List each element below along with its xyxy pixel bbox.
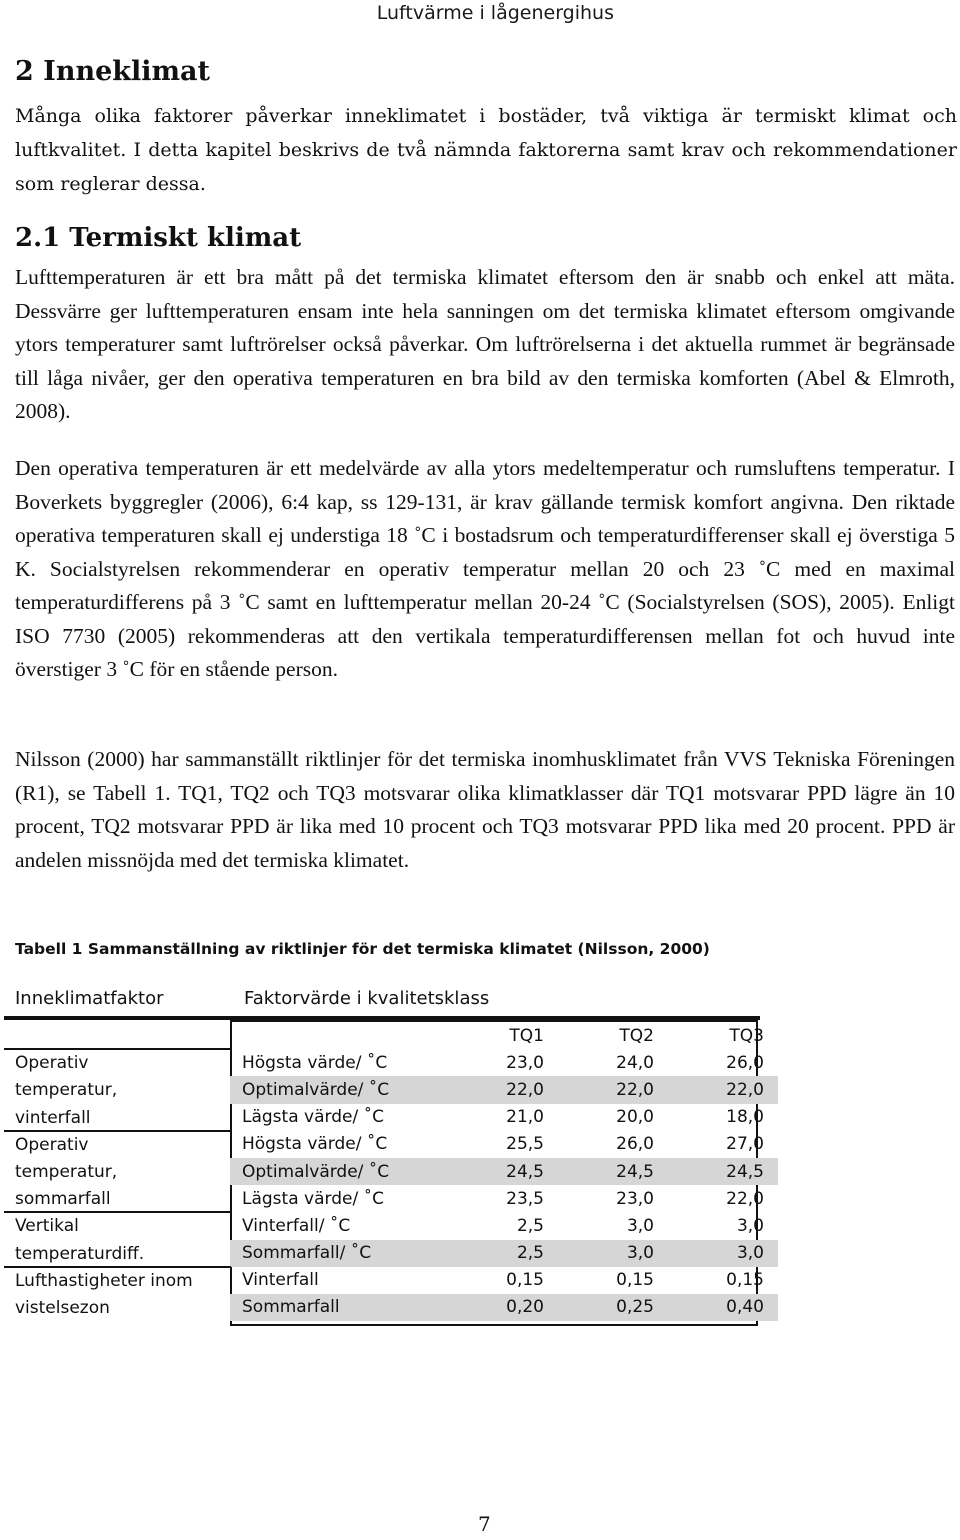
column-header-value: Faktorvärde i kvalitetsklass: [244, 988, 490, 1009]
group-divider: [4, 1211, 231, 1213]
tq1-value: 23,5: [506, 1188, 544, 1209]
tq2-value: 3,0: [626, 1215, 654, 1236]
tq2-value: 3,0: [548, 1240, 658, 1267]
table-row: [230, 1104, 778, 1131]
row-label: Optimalvärde/ ˚C: [230, 1076, 438, 1103]
tq3-value: 22,0: [726, 1188, 764, 1209]
class-header: TQ3: [729, 1025, 764, 1046]
row-label: Högsta värde/ ˚C: [242, 1134, 388, 1155]
paragraph: Lufttemperaturen är ett bra mått på det termiska klimatet eftersom den är snabb och enkel att mäta. Dessvärre ger lufttemperaturen ensam inte hela sanningen om det termiska klimatet eftersom omgivande ytors temperaturer samt luftrörelser också påverkar. Om luftrörelserna i det aktuella rummet är begränsade till låga nivåer, ger den operativa temperaturen en bra bild av den termiska komforten (Abel & Elmroth, 2008).: [15, 265, 955, 423]
tq1-value: 22,0: [438, 1076, 548, 1103]
tq1-value: 25,5: [506, 1134, 544, 1155]
page-number: 7: [478, 1512, 491, 1536]
row-label: Lägsta värde/ ˚C: [242, 1188, 384, 1209]
row-label: Vinterfall/ ˚C: [242, 1215, 351, 1236]
tq1-value: 2,5: [516, 1215, 544, 1236]
tq2-value: 26,0: [616, 1134, 654, 1155]
intro-paragraph: Många olika faktorer påverkar inneklimatet i bostäder, två viktiga är termiskt klimat och luftkvalitet. I detta kapitel beskrivs de två nämnda faktorerna samt krav och rekommendationer som reglerar dessa.: [15, 105, 957, 195]
table-row: [230, 1076, 778, 1103]
row-label: Högsta värde/ ˚C: [242, 1052, 388, 1073]
table-class-header-row: [230, 1022, 778, 1049]
table-caption: Tabell 1 Sammanställning av riktlinjer för det termiska klimatet (Nilsson, 2000): [15, 940, 710, 958]
tq3-value: 18,0: [726, 1107, 764, 1128]
tq3-value: 27,0: [726, 1134, 764, 1155]
running-header: Luftvärme i lågenergihus: [376, 2, 614, 24]
table-row: [230, 1294, 778, 1321]
tq1-value: 23,0: [506, 1052, 544, 1073]
row-label: Vinterfall: [242, 1270, 319, 1291]
factor-label: Vertikal temperaturdiff.: [15, 1216, 145, 1264]
paragraph: Nilsson (2000) har sammanställt riktlinjer för det termiska inomhusklimatet från VVS Tekniska Föreningen (R1), se Tabell 1. TQ1, TQ2 och TQ3 motsvarar olika klimatklasser där TQ1 motsvarar PPD lägre än 10 procent, TQ2 motsvarar PPD är lika med 10 procent och TQ3 motsvarar PPD lika med 20 procent. PPD är andelen missnöjda med det termiska klimatet.: [15, 747, 955, 872]
class-header: TQ1: [509, 1025, 544, 1046]
tq3-value: 3,0: [658, 1240, 778, 1267]
guideline-table: [230, 1022, 778, 1321]
row-label: Optimalvärde/ ˚C: [230, 1158, 438, 1185]
tq2-value: 20,0: [616, 1107, 654, 1128]
tq1-value: 24,5: [438, 1158, 548, 1185]
tq2-value: 24,5: [548, 1158, 658, 1185]
group-divider: [4, 1130, 231, 1132]
table-row: [230, 1158, 778, 1185]
row-label: Sommarfall: [230, 1294, 438, 1321]
tq2-value: 23,0: [616, 1188, 654, 1209]
table-row: [230, 1212, 778, 1239]
group-divider: [4, 1266, 231, 1268]
tq1-value: 0,20: [438, 1294, 548, 1321]
column-header-factor: Inneklimatfaktor: [15, 988, 164, 1009]
table-row: [230, 1049, 778, 1076]
tq2-value: 0,15: [616, 1270, 654, 1291]
tq3-value: 26,0: [726, 1052, 764, 1073]
tq1-value: 2,5: [438, 1240, 548, 1267]
tq1-value: 0,15: [506, 1270, 544, 1291]
subsection-title: 2.1 Termiskt klimat: [15, 223, 302, 253]
tq2-value: 22,0: [548, 1076, 658, 1103]
tq3-value: 0,15: [726, 1270, 764, 1291]
tq3-value: 3,0: [736, 1215, 764, 1236]
tq2-value: 0,25: [548, 1294, 658, 1321]
table-row: [230, 1267, 778, 1294]
class-header: TQ2: [619, 1025, 654, 1046]
tq3-value: 0,40: [658, 1294, 778, 1321]
tq3-value: 22,0: [658, 1076, 778, 1103]
factor-label: Operativ temperatur, vinterfall: [15, 1053, 118, 1128]
table-top-rule: [4, 1016, 760, 1020]
tq2-value: 24,0: [616, 1052, 654, 1073]
row-label: Lägsta värde/ ˚C: [242, 1107, 384, 1128]
table-row: [230, 1240, 778, 1267]
group-divider: [4, 1048, 231, 1050]
tq3-value: 24,5: [658, 1158, 778, 1185]
table-row: [230, 1185, 778, 1212]
section-title: 2 Inneklimat: [15, 56, 211, 87]
row-label: Sommarfall/ ˚C: [230, 1240, 438, 1267]
factor-label: Operativ temperatur, sommarfall: [15, 1134, 118, 1210]
factor-label: Lufthastigheter inom vistelsezon: [15, 1270, 193, 1318]
table-row: [230, 1131, 778, 1158]
tq1-value: 21,0: [506, 1107, 544, 1128]
paragraph: Den operativa temperaturen är ett medelvärde av alla ytors medeltemperatur och rumsluftens temperatur. I Boverkets byggregler (2006), 6:4 kap, ss 129-131, är krav gällande termisk komfort angivna. Den riktade operativa temperaturen skall ej understiga 18 ˚C i bostadsrum och temperaturdifferenser skall ej överstiga 5 K. Socialstyrelsen rekommenderar en operativ temperatur mellan 20 och 23 ˚C med en maximal temperaturdifferens på 3 ˚C samt en lufttemperatur mellan 20-24 ˚C (Socialstyrelsen (SOS), 2005). Enligt ISO 7730 (2005) rekommenderas att den vertikala temperaturdifferensen mellan fot och huvud inte överstiger 3 ˚C för en stående person.: [15, 456, 955, 681]
